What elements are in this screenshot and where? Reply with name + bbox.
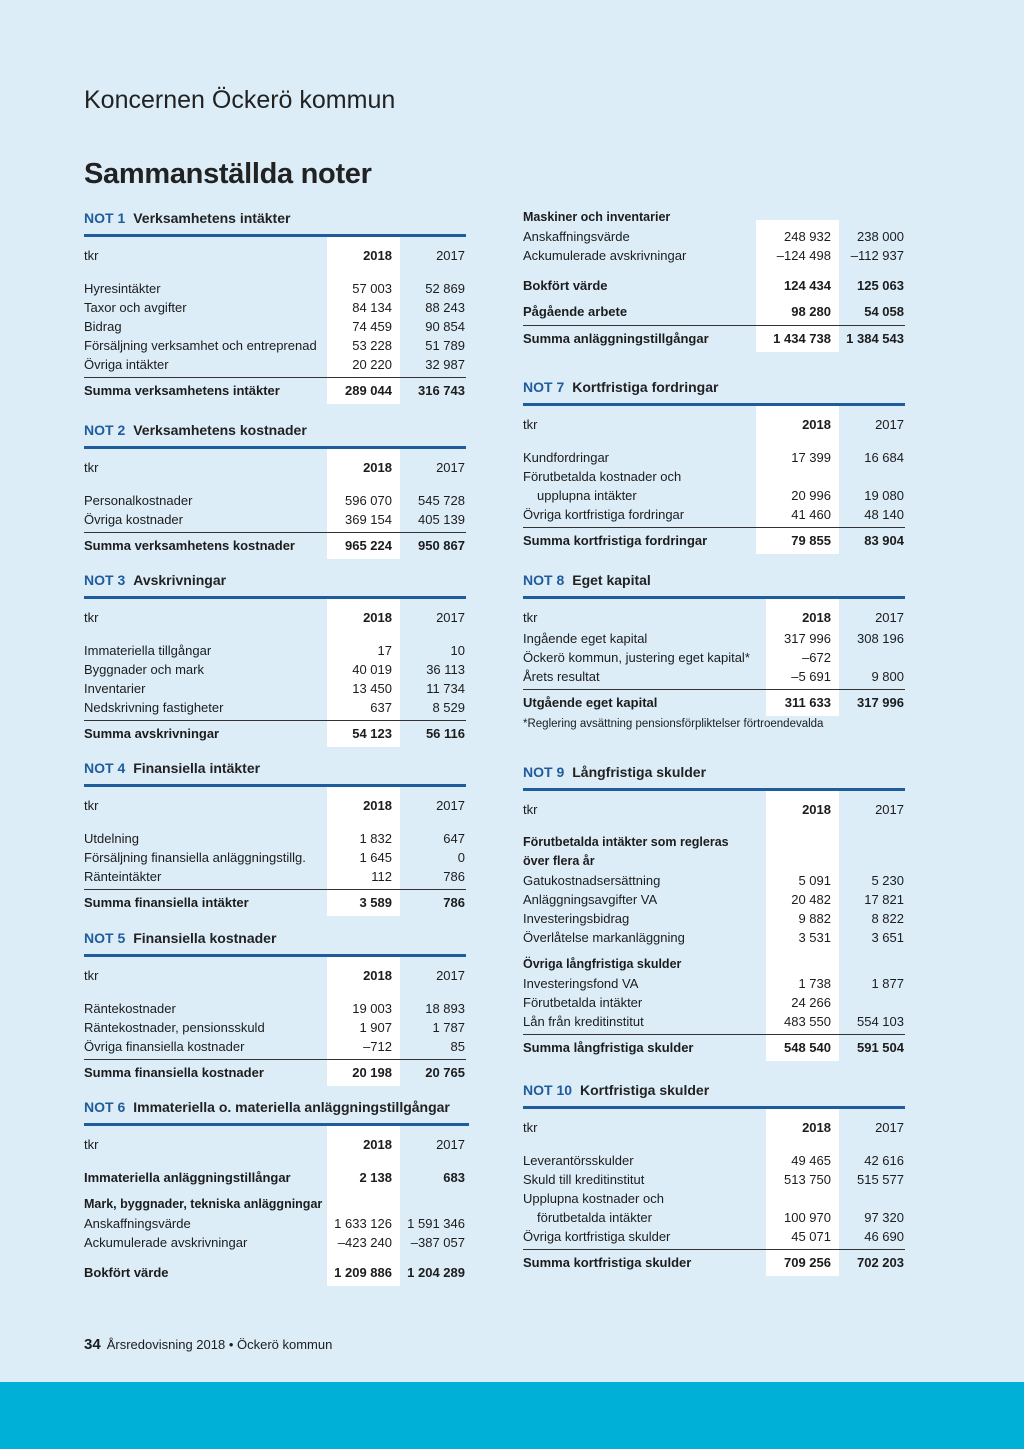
note-5	[84, 928, 466, 1086]
note-heading	[523, 570, 905, 599]
table-row: Lån från kreditinstitut 483 550 554 103	[523, 1014, 904, 1029]
note-table	[523, 208, 905, 352]
note-number: NOT 9	[523, 764, 565, 780]
sum-row: Summa avskrivningar 54 123 56 116	[84, 720, 466, 747]
page-number: 34	[84, 1336, 101, 1353]
table-row: Ingående eget kapital 317 996 308 196	[523, 631, 904, 646]
note-10	[523, 1080, 905, 1276]
note-7	[523, 377, 905, 554]
sum-row: Summa långfristiga skulder 548 540 591 504	[523, 1034, 905, 1061]
table-row: Försäljning finansiella anläggningstillg. 1 645 0	[84, 850, 465, 865]
note-heading	[84, 928, 466, 957]
note-heading	[84, 1097, 469, 1126]
page-footer	[84, 1336, 332, 1353]
note-number: NOT 8	[523, 572, 565, 588]
note-heading	[523, 377, 905, 406]
note-number: NOT 2	[84, 422, 126, 438]
table-row: Ackumulerade avskrivningar –423 240 –387 057	[84, 1235, 465, 1250]
pagaende-row: Pågående arbete 98 280 54 058	[523, 304, 904, 319]
note-title: Finansiella kostnader	[133, 930, 277, 946]
table-row: Ackumulerade avskrivningar –124 498 –112 937	[523, 248, 904, 263]
note-table	[84, 599, 466, 747]
table-row: Leverantörsskulder 49 465 42 616	[523, 1153, 904, 1168]
note-3	[84, 570, 466, 747]
table-row: Upplupna kostnader och	[523, 1191, 664, 1206]
table-header-row: tkr 2018 2017	[84, 798, 465, 813]
table-row: Övriga kostnader 369 154 405 139	[84, 512, 465, 527]
table-header-row: tkr 2018 2017	[84, 1137, 465, 1152]
note-table	[523, 1109, 905, 1276]
note-table	[523, 791, 905, 1061]
table-row: Förutbetalda intäkter 24 266	[523, 995, 831, 1010]
table-header-row: tkr 2018 2017	[523, 1120, 904, 1135]
footnote: *Reglering avsättning pensionsförpliktelser förtroendevalda	[523, 718, 824, 730]
note-title: Verksamhetens kostnader	[133, 422, 307, 438]
note-heading	[523, 762, 905, 791]
note-table	[523, 599, 905, 716]
table-header-row: tkr 2018 2017	[523, 610, 904, 625]
note-title: Avskrivningar	[133, 572, 227, 588]
note-table	[84, 787, 466, 916]
note-number: NOT 1	[84, 210, 126, 226]
subheading-row: över flera år	[523, 854, 595, 868]
note-title: Finansiella intäkter	[133, 760, 261, 776]
note-number: NOT 10	[523, 1082, 573, 1098]
note-4	[84, 758, 466, 916]
table-row: Öckerö kommun, justering eget kapital* –672	[523, 650, 831, 665]
note-2	[84, 420, 466, 559]
sum-row: Summa verksamhetens intäkter 289 044 316 743	[84, 377, 466, 404]
table-row: Skuld till kreditinstitut 513 750 515 577	[523, 1172, 904, 1187]
sum-row: Summa finansiella intäkter 3 589 786	[84, 889, 466, 916]
table-row: Byggnader och mark 40 019 36 113	[84, 662, 465, 677]
note-table	[523, 406, 905, 554]
subheading-row: Mark, byggnader, tekniska anläggningar	[84, 1197, 323, 1211]
bokfort-row: Bokfört värde 1 209 886 1 204 289	[84, 1265, 465, 1280]
table-row: Anläggningsavgifter VA 20 482 17 821	[523, 892, 904, 907]
table-row: Nedskrivning fastigheter 637 8 529	[84, 700, 465, 715]
note-heading	[84, 758, 466, 787]
note-heading	[84, 208, 466, 237]
bokfort-row: Bokfört värde 124 434 125 063	[523, 278, 904, 293]
table-row: Taxor och avgifter 84 134 88 243	[84, 300, 465, 315]
table-row: Överlåtelse markanläggning 3 531 3 651	[523, 930, 904, 945]
table-row: Kundfordringar 17 399 16 684	[523, 450, 904, 465]
note-number: NOT 5	[84, 930, 126, 946]
bottom-bar	[0, 1382, 1024, 1449]
table-row: Ränteintäkter 112 786	[84, 869, 465, 884]
table-row: Investeringsbidrag 9 882 8 822	[523, 911, 904, 926]
sum-row: Utgående eget kapital 311 633 317 996	[523, 689, 905, 716]
table-row: Försäljning verksamhet och entreprenad 53 228 51 789	[84, 338, 465, 353]
table-row: Immateriella anläggningstillångar 2 138 683	[84, 1170, 465, 1185]
table-header-row: tkr 2018 2017	[84, 610, 465, 625]
table-row: Räntekostnader 19 003 18 893	[84, 1001, 465, 1016]
note-title: Immateriella o. materiella anläggningstillgångar	[133, 1099, 450, 1115]
table-row: Immateriella tillgångar 17 10	[84, 643, 465, 658]
sum-row: Summa kortfristiga skulder 709 256 702 203	[523, 1249, 905, 1276]
note-8	[523, 570, 905, 716]
table-row: Anskaffningsvärde 1 633 126 1 591 346	[84, 1216, 465, 1231]
note-6	[84, 1097, 466, 1286]
page-header: Koncernen Öckerö kommun	[84, 86, 396, 114]
table-row: Anskaffningsvärde 248 932 238 000	[523, 229, 904, 244]
table-row: förutbetalda intäkter 100 970 97 320	[537, 1210, 904, 1225]
page-title: Sammanställda noter	[84, 158, 372, 190]
table-row: Investeringsfond VA 1 738 1 877	[523, 976, 904, 991]
note-number: NOT 6	[84, 1099, 126, 1115]
table-row: Inventarier 13 450 11 734	[84, 681, 465, 696]
note-number: NOT 7	[523, 379, 565, 395]
table-row: Förutbetalda kostnader och	[523, 469, 682, 484]
note-number: NOT 3	[84, 572, 126, 588]
table-header-row: tkr 2018 2017	[523, 802, 904, 817]
note-9	[523, 762, 905, 1061]
sum-row: Summa verksamhetens kostnader 965 224 950 867	[84, 532, 466, 559]
table-row: Årets resultat –5 691 9 800	[523, 669, 904, 684]
note-1	[84, 208, 466, 404]
note-title: Kortfristiga skulder	[580, 1082, 710, 1098]
table-row: Övriga finansiella kostnader –712 85	[84, 1039, 465, 1054]
note-heading	[84, 420, 466, 449]
note-heading	[523, 1080, 905, 1109]
table-row: Räntekostnader, pensionsskuld 1 907 1 787	[84, 1020, 465, 1035]
note-table	[84, 957, 466, 1086]
note-table	[84, 1126, 466, 1286]
table-row: Övriga kortfristiga skulder 45 071 46 690	[523, 1229, 904, 1244]
sum-row: Summa kortfristiga fordringar 79 855 83 904	[523, 527, 905, 554]
note-number: NOT 4	[84, 760, 126, 776]
note-title: Långfristiga skulder	[572, 764, 707, 780]
table-row: Övriga kortfristiga fordringar 41 460 48 140	[523, 507, 904, 522]
table-row: Utdelning 1 832 647	[84, 831, 465, 846]
table-header-row: tkr 2018 2017	[523, 417, 904, 432]
subheading-row: Maskiner och inventarier	[523, 210, 671, 224]
table-row: Bidrag 74 459 90 854	[84, 319, 465, 334]
sum-row: Summa anläggningstillgångar 1 434 738 1 384 543	[523, 325, 905, 352]
sum-row: Summa finansiella kostnader 20 198 20 765	[84, 1059, 466, 1086]
note-6-continued	[523, 208, 905, 352]
note-title: Kortfristiga fordringar	[572, 379, 719, 395]
note-title: Eget kapital	[572, 572, 651, 588]
note-table	[84, 237, 466, 404]
table-row: Övriga intäkter 20 220 32 987	[84, 357, 465, 372]
table-row: Personalkostnader 596 070 545 728	[84, 493, 465, 508]
table-header-row: tkr 2018 2017	[84, 460, 465, 475]
table-header-row: tkr 2018 2017	[84, 248, 465, 263]
note-title: Verksamhetens intäkter	[133, 210, 291, 226]
subheading-row: Övriga långfristiga skulder	[523, 957, 682, 971]
subheading-row: Förutbetalda intäkter som regleras	[523, 835, 729, 849]
note-heading	[84, 570, 466, 599]
note-table	[84, 449, 466, 559]
table-row: Hyresintäkter 57 003 52 869	[84, 281, 465, 296]
table-row: Gatukostnadsersättning 5 091 5 230	[523, 873, 904, 888]
table-header-row: tkr 2018 2017	[84, 968, 465, 983]
table-row: upplupna intäkter 20 996 19 080	[537, 488, 904, 503]
footer-text: Årsredovisning 2018 • Öckerö kommun	[106, 1337, 333, 1352]
